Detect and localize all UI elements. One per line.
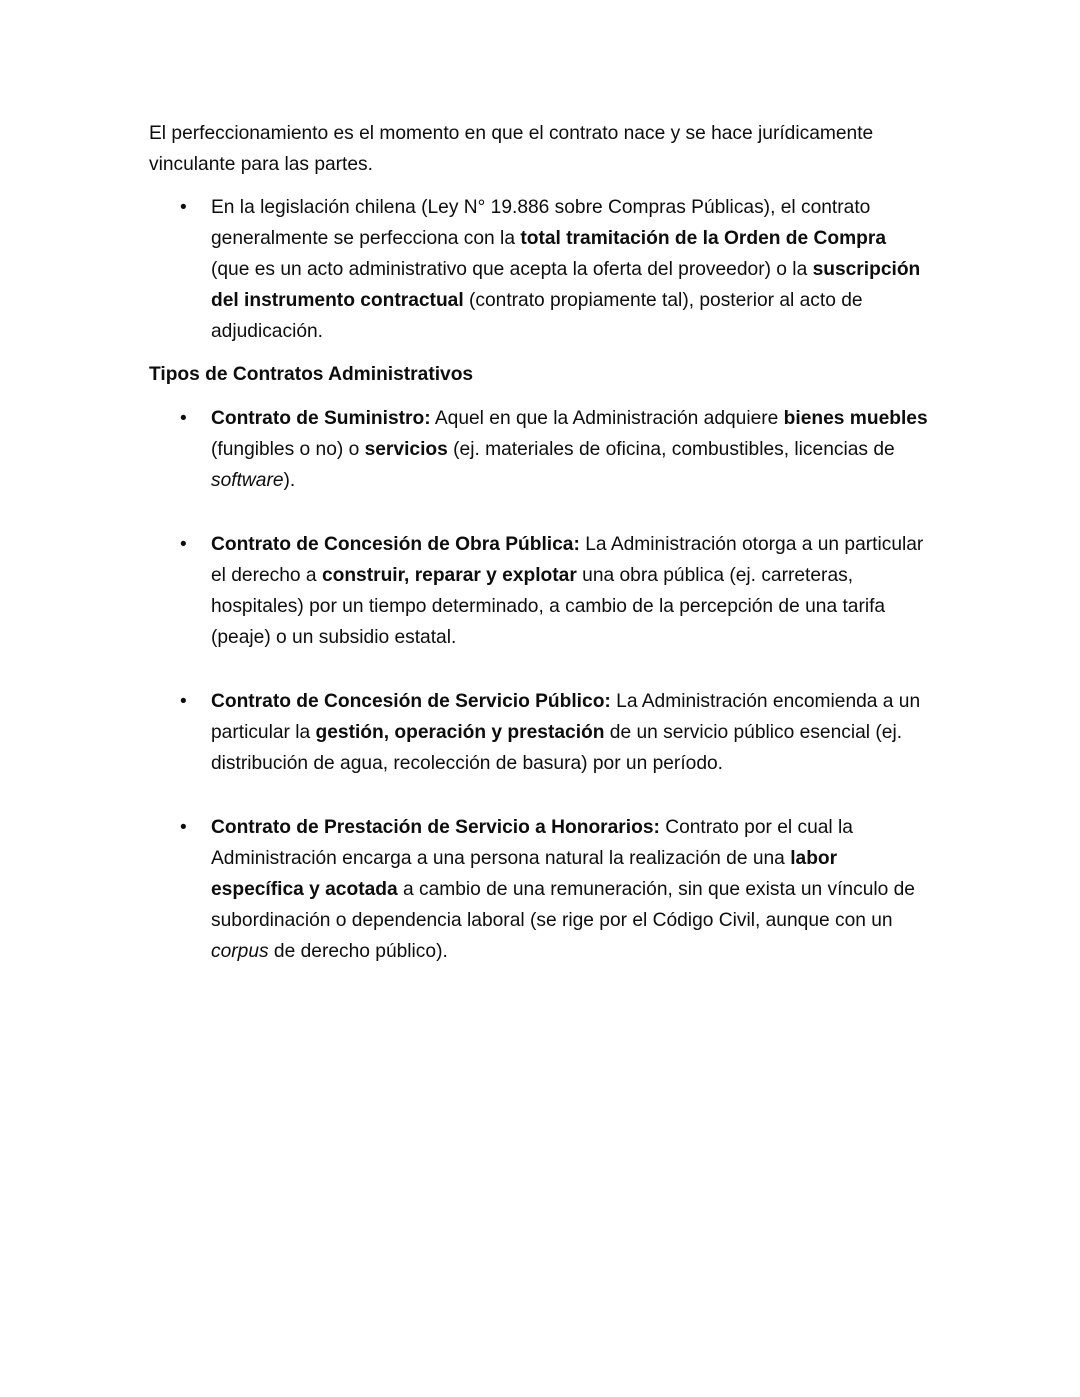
text-run: de un servicio público esencial (ej. distribución de agua, recolección de basura) por un período. [211,722,903,774]
list-item-term: Contrato de Suministro: [211,408,431,429]
emphasis-bold: labor específica y acotada [211,848,838,900]
text-run: En la legislación chilena (Ley N° 19.886 sobre Compras Públicas), el contrato generalmente se perfecciona con la [211,197,871,249]
list-item [149,192,928,347]
emphasis-bold: suscripción del instrumento contractual [211,259,921,311]
list-item [149,686,928,779]
list-item [149,403,928,496]
emphasis-bold: total tramitación de la Orden de Compra [520,228,887,249]
list-item-term: Contrato de Concesión de Obra Pública: [211,534,580,555]
text-run: (fungibles o no) o [211,439,365,460]
text-run: (contrato propiamente tal), posterior al acto de adjudicación. [211,290,863,342]
list-item [149,529,928,653]
document-body [149,118,928,967]
list-item-term: Contrato de Prestación de Servicio a Honorarios: [211,817,660,838]
intro-paragraph: El perfeccionamiento es el momento en que el contrato nace y se hace jurídicamente vinculante para las partes. [149,123,874,175]
emphasis-bold: construir, reparar y explotar [321,565,577,586]
text-run: de derecho público). [268,941,448,962]
intro-bullet-list [149,180,928,347]
emphasis-bold: servicios [364,439,448,460]
text-run: Contrato por el cual la Administración encarga a una persona natural la realización de una [211,817,853,869]
text-run: Aquel en que la Administración adquiere [430,408,784,429]
emphasis-italic: software [211,470,284,491]
list-item-term: Contrato de Concesión de Servicio Público: [211,691,611,712]
emphasis-bold: bienes muebles [783,408,928,429]
list-item [149,812,928,967]
emphasis-bold: gestión, operación y prestación [315,722,605,743]
text-run: a cambio de una remuneración, sin que exista un vínculo de subordinación o dependencia laboral (se rige por el Código Civil, aunque con un [211,879,915,931]
emphasis-italic: corpus [211,941,269,962]
contract-types-list [149,390,928,967]
text-run: (que es un acto administrativo que acepta la oferta del proveedor) o la [211,259,813,280]
section-heading-tipos: Tipos de Contratos Administrativos [149,364,474,385]
text-run: ). [283,470,296,491]
text-run: La Administración encomienda a un particular la [211,691,921,743]
text-run: una obra pública (ej. carreteras, hospitales) por un tiempo determinado, a cambio de la percepción de una tarifa (peaje) o un subsidio estatal. [211,565,886,648]
text-run: La Administración otorga a un particular el derecho a [211,534,924,586]
text-run: (ej. materiales de oficina, combustibles, licencias de [447,439,895,460]
